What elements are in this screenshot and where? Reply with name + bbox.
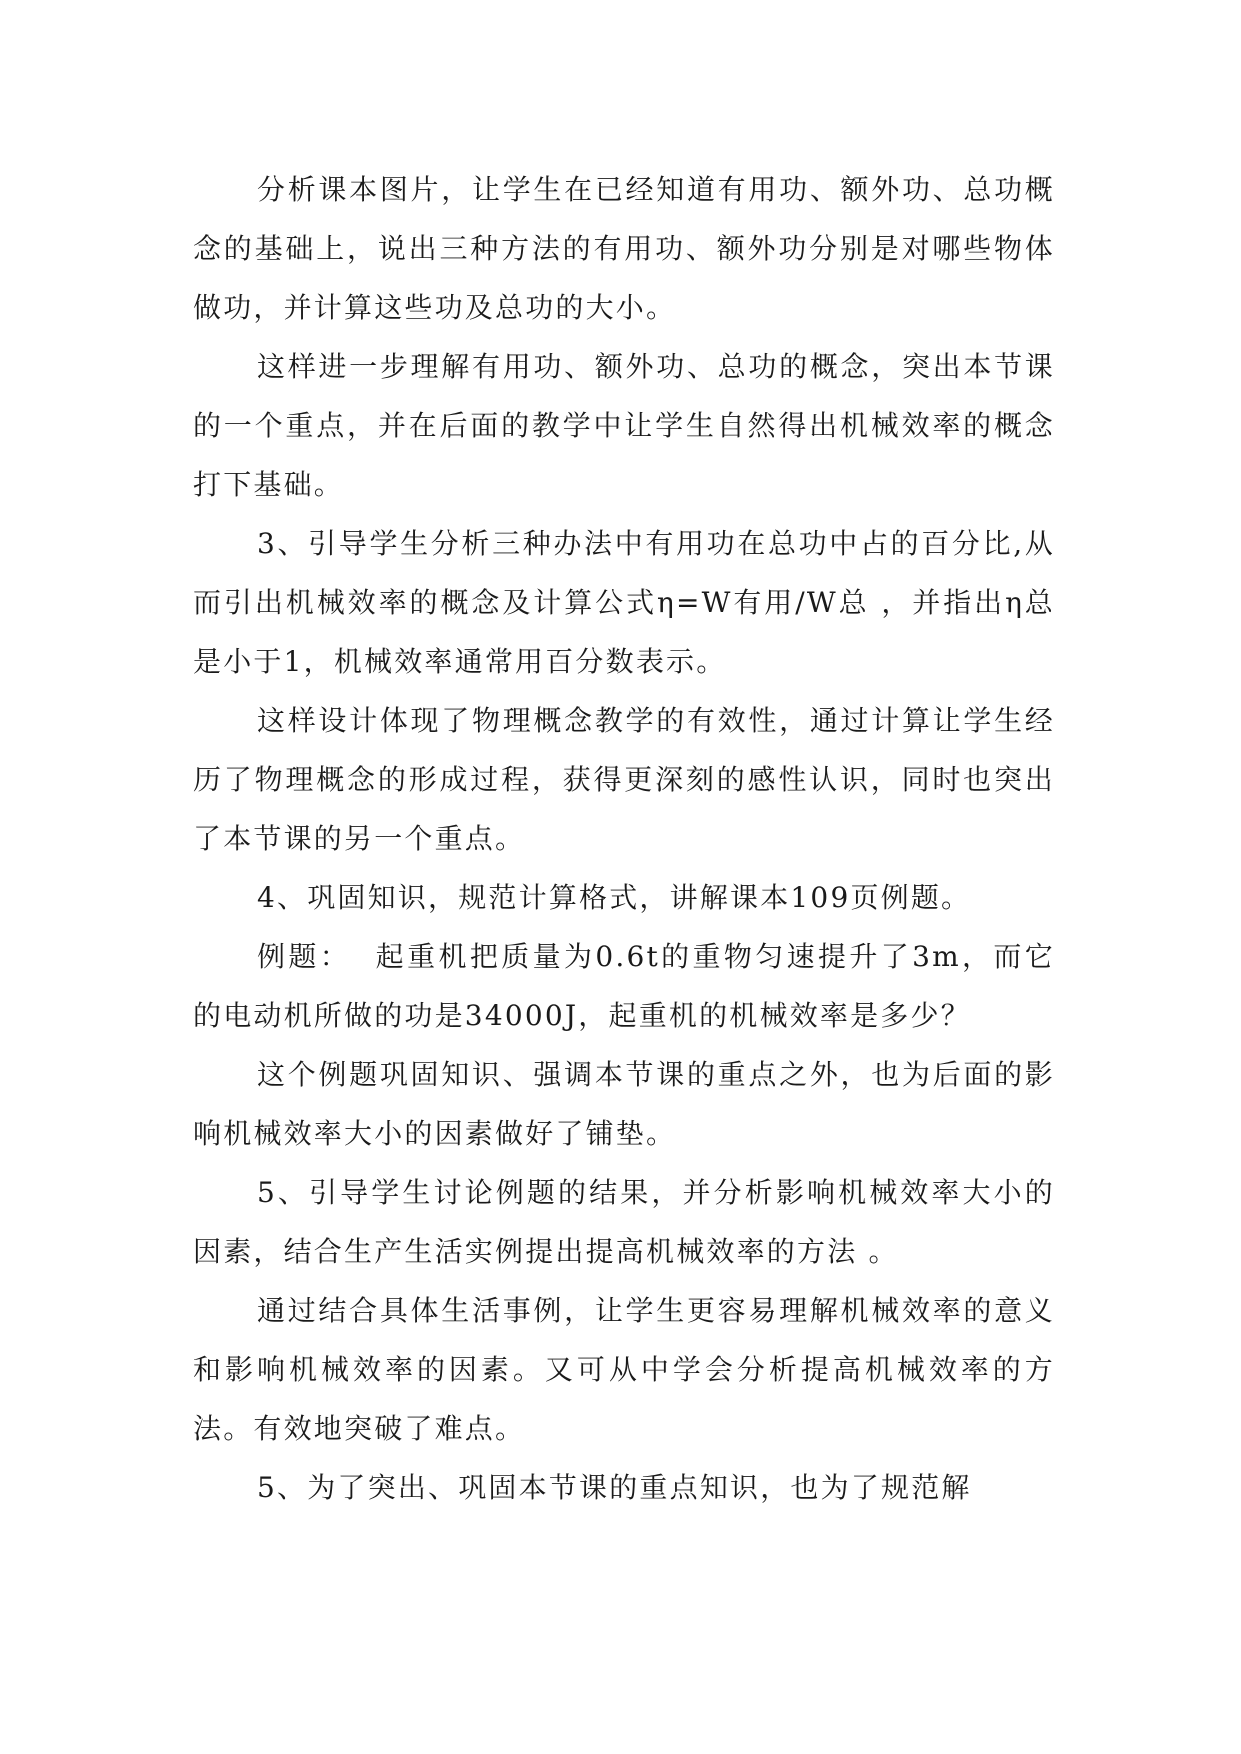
paragraph-real-life-examples: 通过结合具体生活事例，让学生更容易理解机械效率的意义和影响机械效率的因素。又可从中学会分析提高机械效率的方法。有效地突破了难点。 (193, 1294, 1055, 1445)
paragraph-step-3-efficiency-formula: 3、引导学生分析三种办法中有用功在总功中占的百分比,从而引出机械效率的概念及计算公式η=W有用/W总 ，并指出η总是小于1，机械效率通常用百分数表示。 (193, 527, 1055, 678)
paragraph-step-5-consolidate: 5、为了突出、巩固本节课的重点知识，也为了规范解 (257, 1471, 972, 1504)
paragraph-design-effectiveness: 这样设计体现了物理概念教学的有效性，通过计算让学生经历了物理概念的形成过程，获得更深刻的感性认识，同时也突出了本节课的另一个重点。 (193, 704, 1055, 855)
paragraph-concept-understanding: 这样进一步理解有用功、额外功、总功的概念，突出本节课的一个重点，并在后面的教学中让学生自然得出机械效率的概念打下基础。 (193, 350, 1055, 501)
paragraph-analyze-pictures: 分析课本图片，让学生在已经知道有用功、额外功、总功概念的基础上，说出三种方法的有用功、额外功分别是对哪些物体做功，并计算这些功及总功的大小。 (193, 173, 1055, 324)
paragraph-example-problem: 例题： 起重机把质量为0.6t的重物匀速提升了3m，而它的电动机所做的功是34000J，起重机的机械效率是多少？ (193, 940, 1055, 1032)
paragraph-step-4-example: 4、巩固知识，规范计算格式，讲解课本109页例题。 (257, 881, 972, 914)
paragraph-step-5-discussion: 5、引导学生讨论例题的结果，并分析影响机械效率大小的因素，结合生产生活实例提出提高机械效率的方法 。 (193, 1176, 1055, 1268)
document-body (193, 160, 1055, 1517)
paragraph-example-purpose: 这个例题巩固知识、强调本节课的重点之外，也为后面的影响机械效率大小的因素做好了铺垫。 (193, 1058, 1055, 1150)
